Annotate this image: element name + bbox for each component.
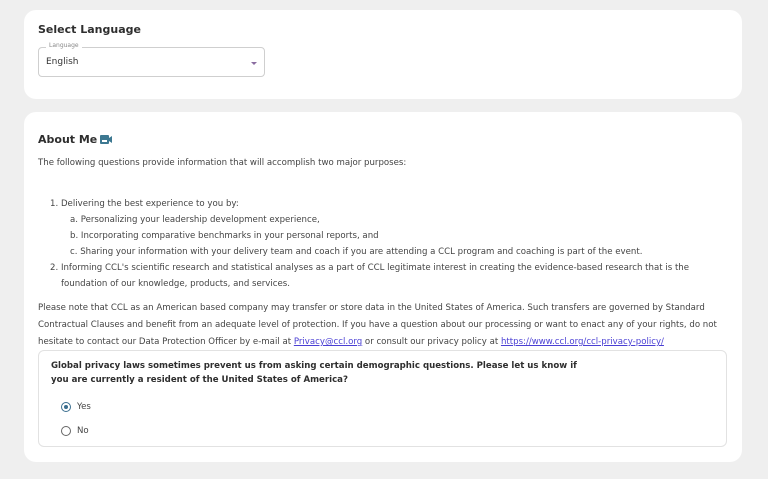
chevron-down-icon[interactable] xyxy=(251,62,257,65)
list-item: foundation of our knowledge, products, and services. xyxy=(61,279,291,289)
question-text: Global privacy laws sometimes prevent us from asking certain demographic questions. Please let us know if you are currently a resident of the United States of America? xyxy=(51,361,577,385)
radio-unselected-icon[interactable] xyxy=(61,426,71,436)
list-item: 2. Informing CCL's scientific research and statistical analyses as a part of CCL legitimate interest in creating the evidence-based research that is the xyxy=(50,263,690,273)
list-item: c. Sharing your information with your delivery team and coach if you are attending a CCL program and coaching is part of the event. xyxy=(70,247,643,257)
privacy-email-link[interactable]: Privacy@ccl.org xyxy=(293,337,363,347)
video-camera-icon[interactable] xyxy=(100,135,112,144)
residency-question xyxy=(38,350,727,447)
language-panel xyxy=(24,10,742,99)
notice-line: hesitate to contact our Data Protection Officer by e-mail at Privacy@ccl.org or consult our privacy policy at https://www.ccl.org/ccl-privacy-policy/ xyxy=(38,337,664,347)
list-item: 1. Delivering the best experience to you by: xyxy=(50,199,239,209)
privacy-policy-link[interactable]: https://www.ccl.org/ccl-privacy-policy/ xyxy=(500,337,664,347)
select-label: Language xyxy=(46,42,82,49)
notice-line: Please note that CCL as an American based company may transfer or store data in the United States of America. Such transfers are governed by Standard xyxy=(38,303,705,313)
panel-title: Select Language xyxy=(38,23,141,36)
list-item: a. Personalizing your leadership development experience, xyxy=(70,215,320,225)
language-select[interactable] xyxy=(38,42,265,77)
radio-selected-icon[interactable] xyxy=(61,402,71,412)
panel-title: About Me xyxy=(38,133,98,146)
about-me-panel xyxy=(24,112,742,462)
radio-yes[interactable]: Yes xyxy=(61,402,91,412)
intro-text: The following questions provide information that will accomplish two major purposes: xyxy=(38,158,407,168)
notice-line: Contractual Clauses and benefit from an adequate level of protection. If you have a question about our processing or want to enact any of your rights, do not xyxy=(38,320,717,330)
list-item: b. Incorporating comparative benchmarks in your personal reports, and xyxy=(70,231,379,241)
select-value: English xyxy=(46,57,79,67)
radio-no[interactable]: No xyxy=(61,426,89,436)
